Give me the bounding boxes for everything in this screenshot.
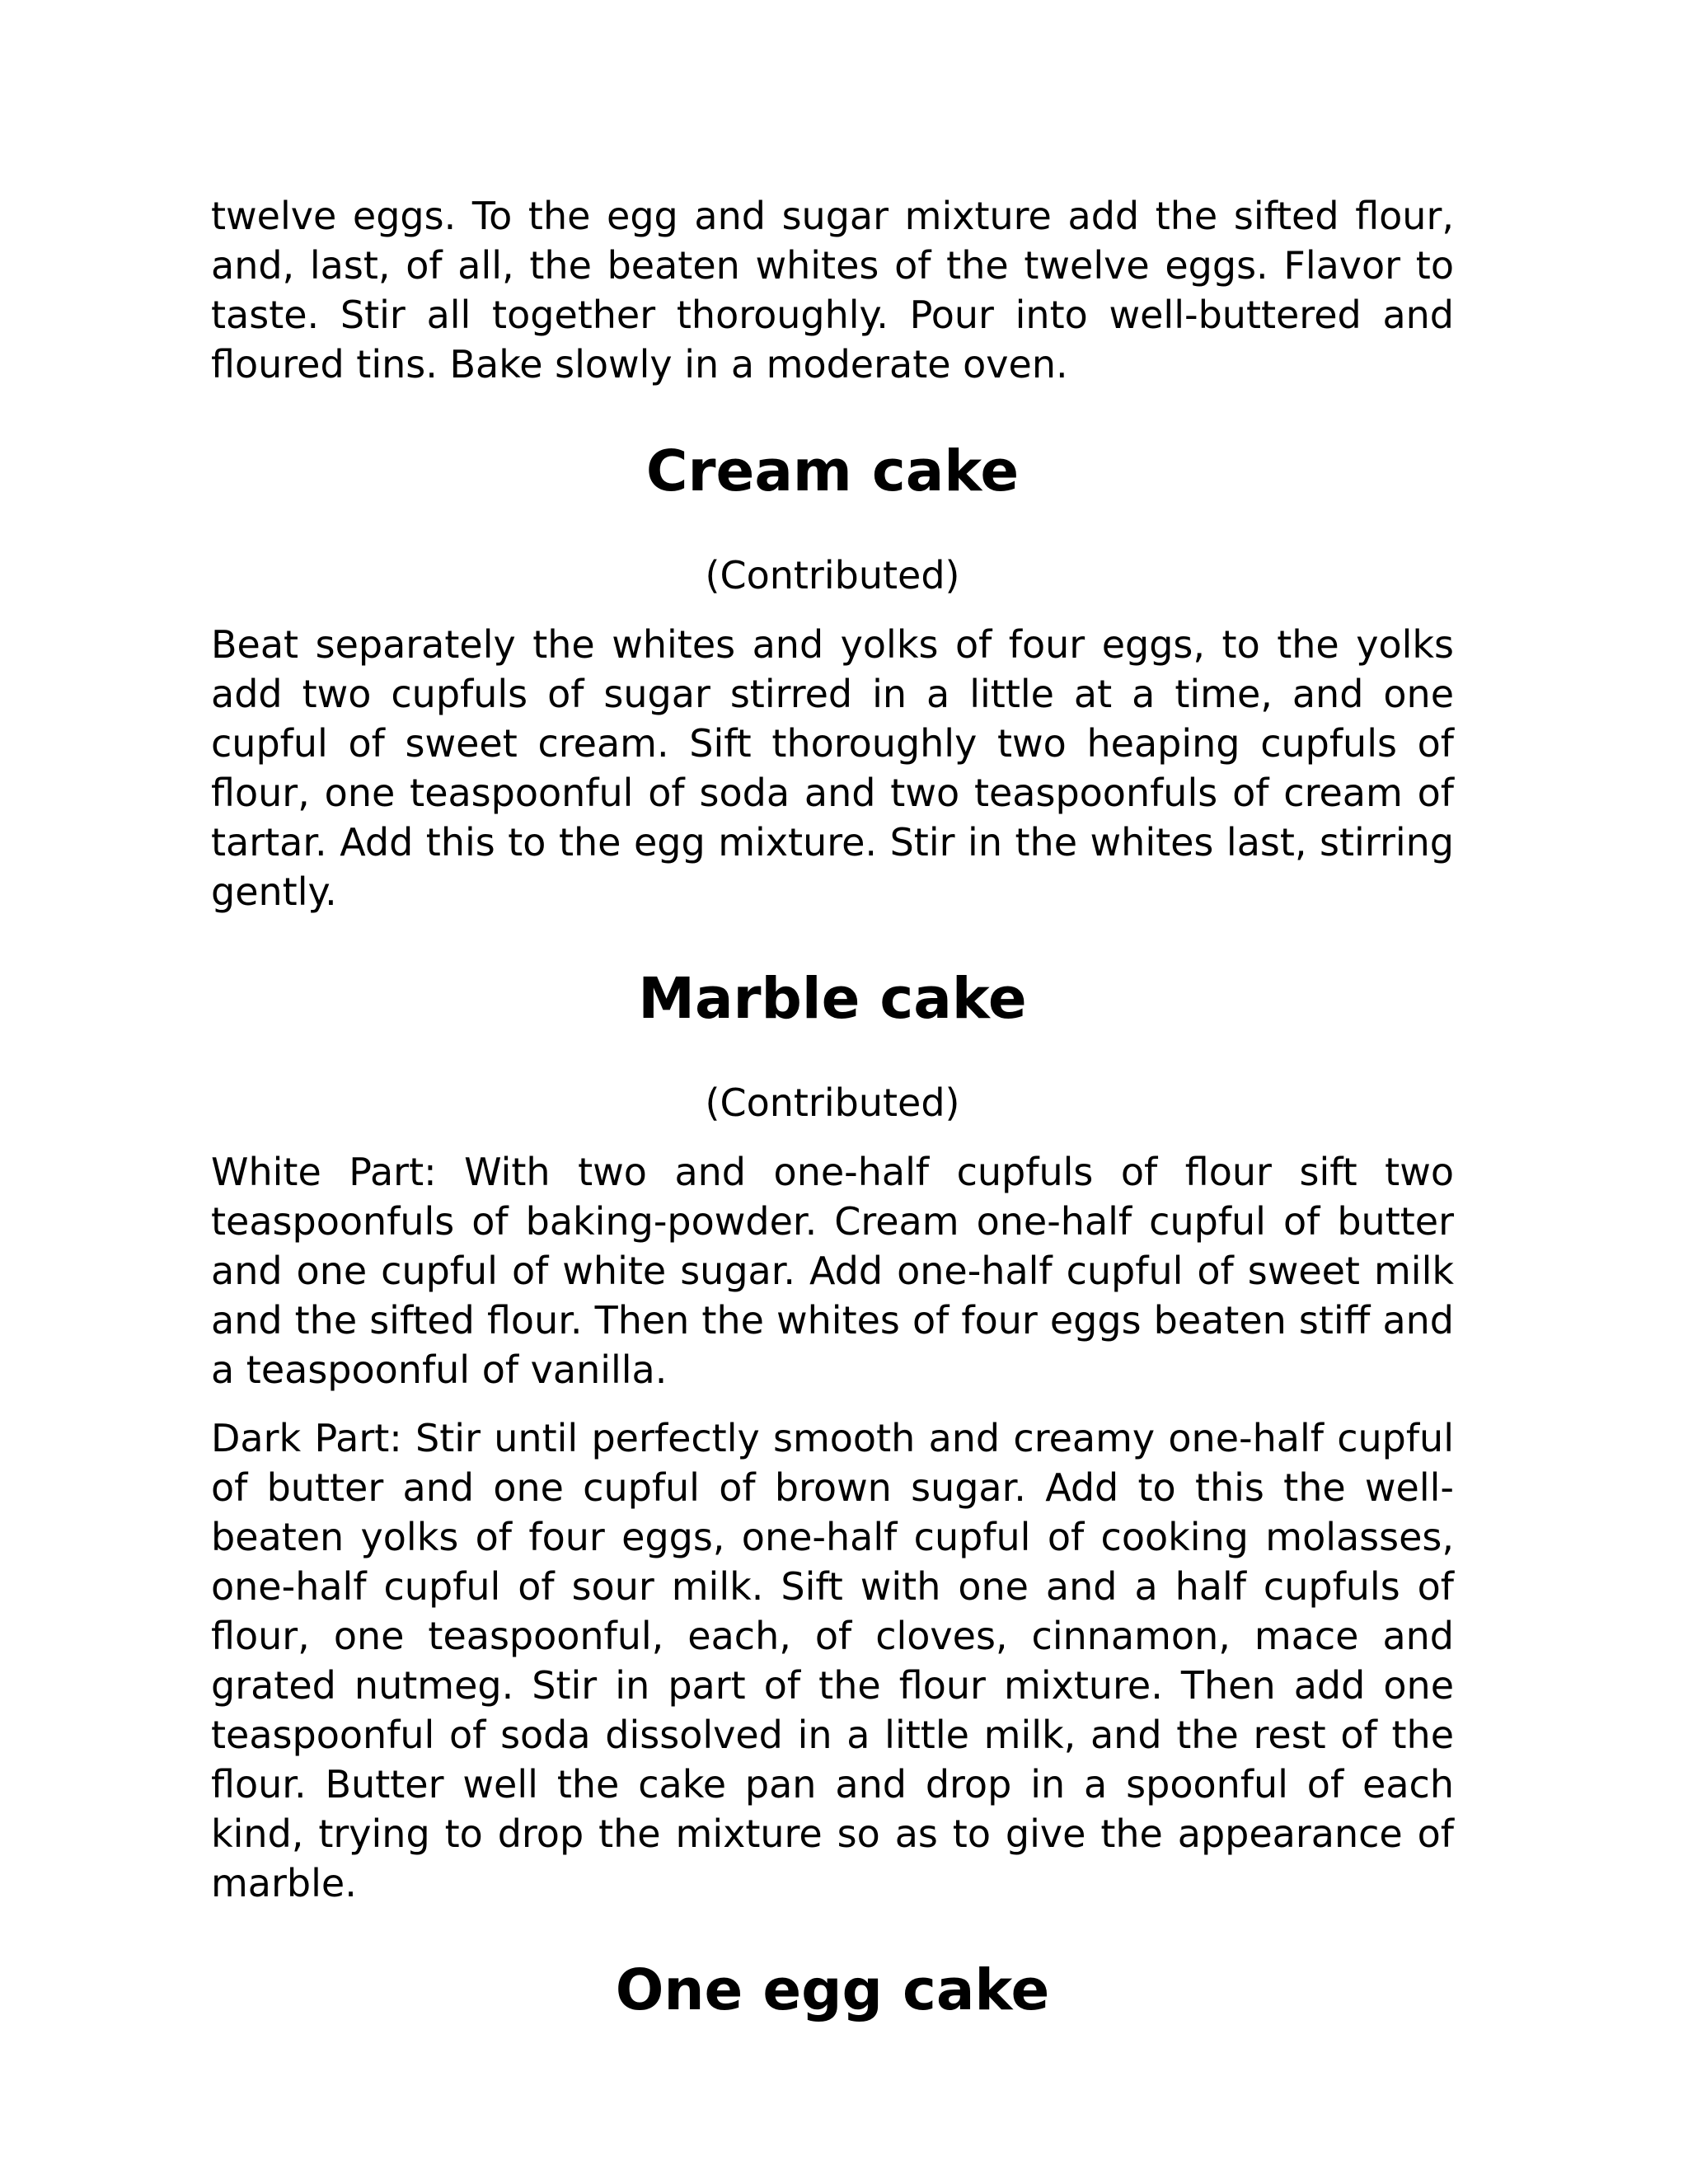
recipe-title-cream-cake: Cream cake [645, 438, 1020, 504]
recipe-credit-cream-cake: (Contributed) [705, 553, 960, 598]
recipe-paragraph-marble-white-part: White Part: With two and one-half cupfuls of flour sift two teaspoonfuls of baking-powder. Cream one-half cupful of butter and one cupful of white sugar. Add one-half cupful of sweet milk and the sifted flour. Then the whites of four eggs beaten stiff and a teaspoonful of vanilla. [211, 1150, 1454, 1392]
recipe-title-marble-cake: Marble cake [638, 966, 1027, 1032]
recipe-title-one-egg-cake: One egg cake [615, 1957, 1050, 2023]
recipe-paragraph-cream-cake: Beat separately the whites and yolks of four eggs, to the yolks add two cupfuls of sugar stirred in a little at a time, and one cupful of sweet cream. Sift thoroughly two heaping cupfuls of flour, one teaspoonful of soda and two teaspoonfuls of cream of tartar. Add this to the egg mixture. Stir in the whites last, stirring gently. [211, 622, 1454, 914]
document-page [211, 191, 1454, 2023]
recipe-credit-marble-cake: (Contributed) [705, 1080, 960, 1125]
intro-paragraph: twelve eggs. To the egg and sugar mixture add the sifted flour, and, last, of all, the beaten whites of the twelve eggs. Flavor to taste. Stir all together thoroughly. Pour into well-buttered and floured tins. Bake slowly in a moderate oven. [211, 194, 1454, 387]
recipe-paragraph-marble-dark-part: Dark Part: Stir until perfectly smooth and creamy one-half cupful of butter and one cupful of brown sugar. Add to this the well-beaten yolks of four eggs, one-half cupful of cooking molasses, one-half cupful of sour milk. Sift with one and a half cupfuls of flour, one teaspoonful, each, of cloves, cinnamon, mace and grated nutmeg. Stir in part of the flour mixture. Then add one teaspoonful of soda dissolved in a little milk, and the rest of the flour. Butter well the cake pan and drop in a spoonful of each kind, trying to drop the mixture so as to give the appearance of marble. [211, 1416, 1454, 1905]
